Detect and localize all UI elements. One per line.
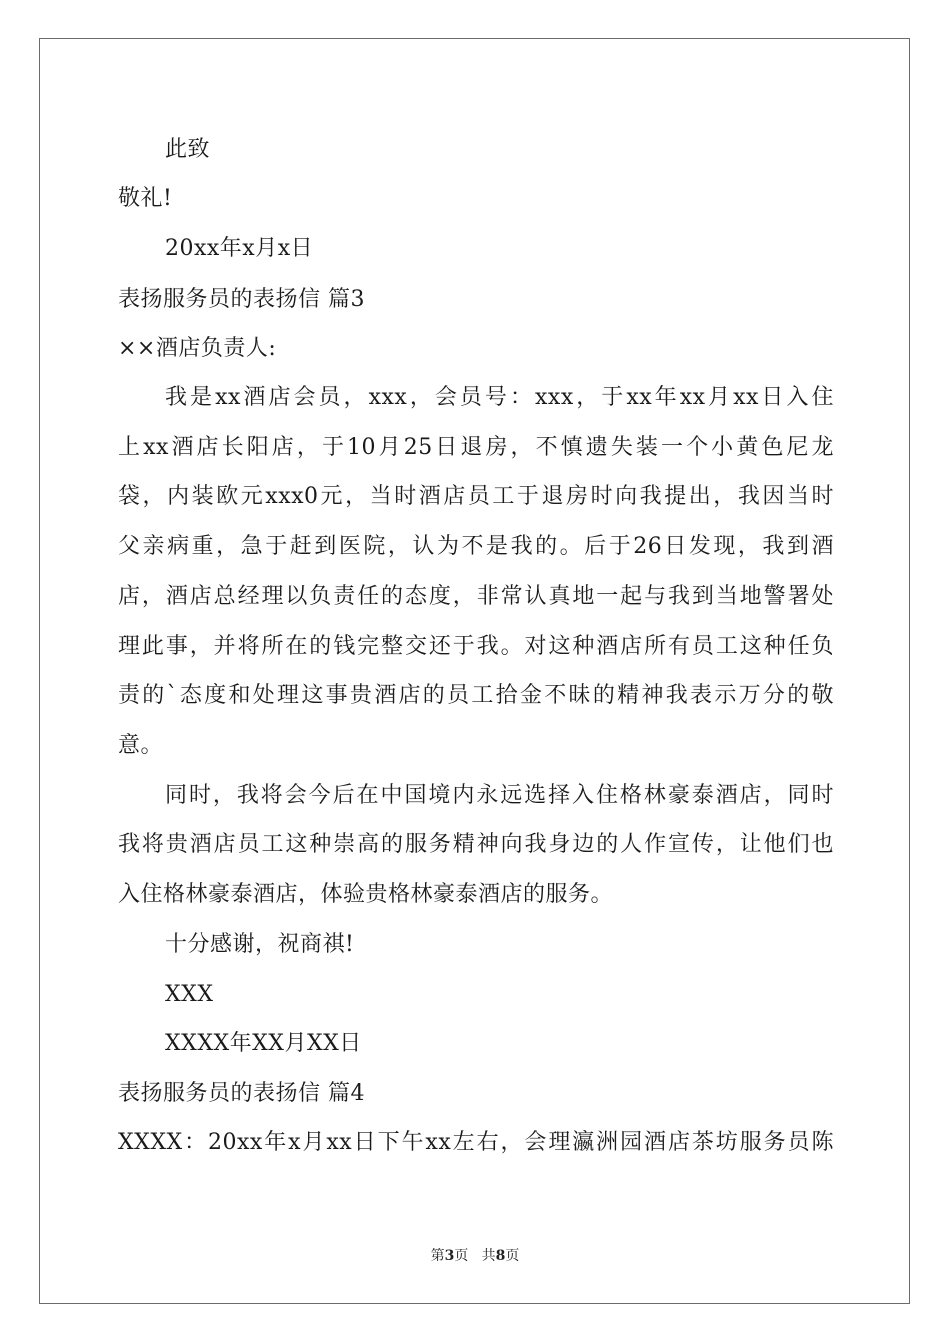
paragraph-line: 同时，我将会今后在中国境内永远选择入住格林豪泰酒店，同时 <box>165 783 834 808</box>
paragraph-line: 入住格林豪泰酒店，体验贵格林豪泰酒店的服务。 <box>118 882 614 907</box>
page-prefix: 第 <box>430 1248 445 1264</box>
paragraph-line: 袋，内装欧元xxx0元，当时酒店员工于退房时向我提出，我因当时 <box>118 484 834 509</box>
paragraph-line: 我将贵酒店员工这种崇高的服务精神向我身边的人作宣传，让他们也 <box>118 832 834 857</box>
page-border <box>39 38 910 1304</box>
page-footer <box>0 1247 950 1265</box>
total-suffix: 页 <box>505 1248 520 1264</box>
closing-regards: 敬礼! <box>118 186 173 211</box>
paragraph-line: 店，酒店总经理以负责任的态度，非常认真地一起与我到当地警署处 <box>118 584 834 609</box>
paragraph-line: 父亲病重，急于赶到医院，认为不是我的。后于26日发现，我到酒 <box>118 534 834 559</box>
paragraph-line: 意。 <box>118 733 164 758</box>
paragraph-line: 理此事，并将所在的钱完整交还于我。对这种酒店所有员工这种任负 <box>118 634 834 659</box>
paragraph-line: 上xx酒店长阳店，于10月25日退房，不慎遗失装一个小黄色尼龙 <box>118 435 834 460</box>
letter-recipient: ××酒店负责人: <box>118 336 277 361</box>
section-heading-4: 表扬服务员的表扬信 篇4 <box>118 1081 365 1106</box>
signature-name: XXX <box>165 982 214 1007</box>
total-pages: 8 <box>495 1248 506 1264</box>
page-number: 3 <box>444 1248 455 1264</box>
letter-date: 20xx年x月x日 <box>165 236 314 261</box>
signature-date: XXXX年XX月XX日 <box>165 1031 362 1056</box>
section-heading-3: 表扬服务员的表扬信 篇3 <box>118 287 365 312</box>
paragraph-line: 责的`态度和处理这事贵酒店的员工拾金不昧的精神我表示万分的敬 <box>118 683 834 708</box>
thanks-line: 十分感谢，祝商祺! <box>165 932 355 957</box>
paragraph-line: XXXX：20xx年x月xx日下午xx左右，会理瀛洲园酒店茶坊服务员陈 <box>118 1130 834 1155</box>
page-suffix: 页 <box>454 1248 469 1264</box>
paragraph-line: 我是xx酒店会员，xxx，会员号：xxx，于xx年xx月xx日入住 <box>165 385 834 410</box>
closing-salutation: 此致 <box>165 137 211 162</box>
total-prefix: 共 <box>481 1248 496 1264</box>
